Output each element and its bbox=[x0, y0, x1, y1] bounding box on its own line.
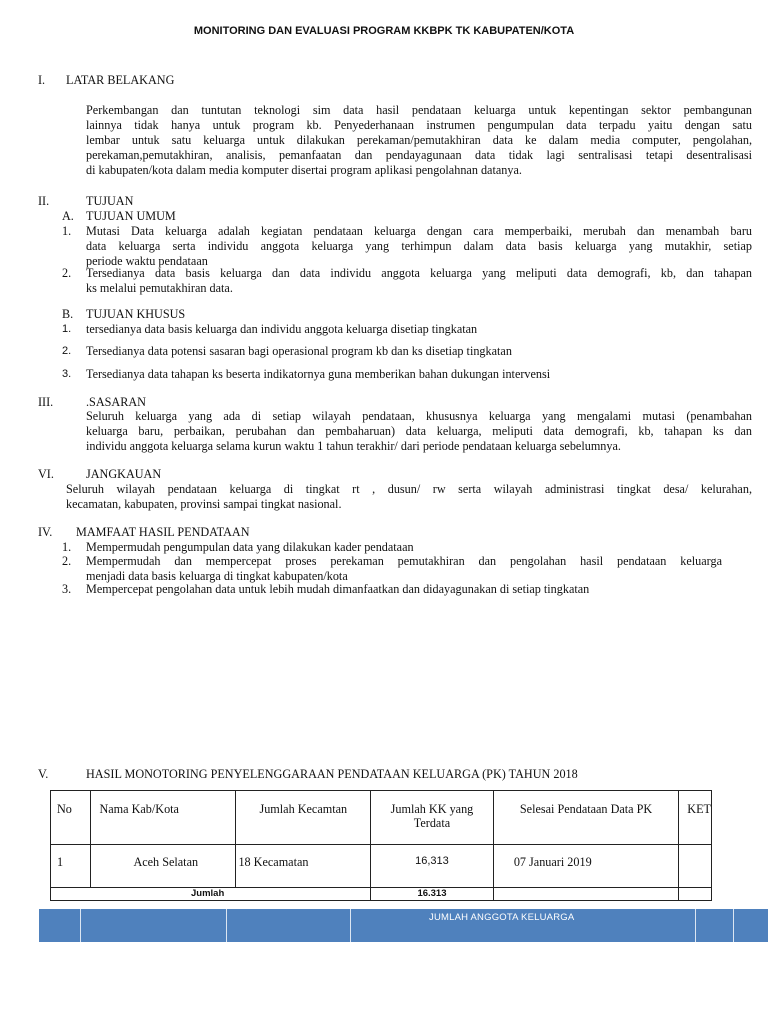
cell-selesai-pendataan: 07 Januari 2019 bbox=[493, 845, 678, 888]
list-item-number: 3. bbox=[62, 368, 72, 380]
section-4-paragraph bbox=[66, 482, 752, 512]
section-1-title: LATAR BELAKANG bbox=[66, 73, 175, 87]
total-value: 16.313 bbox=[371, 888, 494, 901]
header-no: No bbox=[51, 791, 91, 845]
subsection-a-title: TUJUAN UMUM bbox=[86, 209, 176, 223]
cell-nama-kab: Aceh Selatan bbox=[91, 845, 236, 888]
bar-cell bbox=[227, 909, 351, 942]
list-item-number: 1. bbox=[62, 323, 72, 335]
document-title: MONITORING DAN EVALUASI PROGRAM KKBPK TK KABUPATEN/KOTA bbox=[193, 25, 575, 37]
paragraph-line: lainnya tidak hanya untuk program kb. Penyederhanaan instrumen pengumpulan data terpadu yaitu dengan satu bbox=[86, 118, 752, 132]
tujuan-khusus-item-2: Tersedianya data potensi sasaran bagi operasional program kb dan ks disetiap tingkatan bbox=[86, 344, 512, 358]
tujuan-khusus-item-3: Tersedianya data tahapan ks beserta indikatornya guna memberikan bahan dukungan intervensi bbox=[86, 367, 551, 381]
header-nama-kab: Nama Kab/Kota bbox=[91, 791, 236, 845]
list-item-number: 2. bbox=[62, 554, 72, 568]
section-4-title: JANGKAUAN bbox=[86, 467, 162, 481]
paragraph-line: di kabupaten/kota dalam media komputer disertai program aplikasi pengolahnan datanya. bbox=[86, 163, 522, 177]
subsection-b-label: B. bbox=[62, 307, 74, 321]
section-6-title: HASIL MONOTORING PENYELENGGARAAN PENDATAAN KELUARGA (PK) TAHUN 2018 bbox=[86, 767, 578, 781]
list-item-number: 2. bbox=[62, 266, 72, 280]
section-1-number: I. bbox=[38, 73, 46, 87]
bar-cell bbox=[696, 909, 734, 942]
section-4-number: VI. bbox=[38, 467, 54, 481]
total-empty-cell bbox=[493, 888, 678, 901]
item-line: Mempermudah dan mempercepat proses perekaman pemutakhiran dan pengolahan hasil pendataan keluarga bbox=[86, 554, 722, 568]
tujuan-khusus-item-1: tersedianya data basis keluarga dan individu anggota keluarga disetiap tingkatan bbox=[86, 322, 478, 336]
jumlah-anggota-keluarga-header-bar bbox=[39, 909, 768, 942]
tujuan-umum-item-1 bbox=[86, 224, 752, 269]
section-2-number: II. bbox=[38, 194, 50, 208]
list-item-number: 1. bbox=[62, 224, 72, 238]
cell-jumlah-kecamatan: 18 Kecamatan bbox=[236, 845, 371, 888]
monitoring-table bbox=[50, 790, 712, 901]
header-jumlah-kk: Jumlah KK yang Terdata bbox=[371, 791, 494, 845]
header-jumlah-kecamatan: Jumlah Kecamtan bbox=[236, 791, 371, 845]
item-line: data keluarga serta individu anggota keluarga yang terhimpun dalam data basis keluarga yang mutakhir, setiap bbox=[86, 239, 752, 253]
item-line: ks melalui pemutakhiran data. bbox=[86, 281, 233, 295]
tujuan-umum-item-2 bbox=[86, 266, 752, 296]
manfaat-item-1: Mempermudah pengumpulan data yang dilakukan kader pendataan bbox=[86, 540, 414, 554]
section-3-number: III. bbox=[38, 395, 54, 409]
section-5-title: MAMFAAT HASIL PENDATAAN bbox=[76, 525, 250, 539]
list-item-number: 1. bbox=[62, 540, 72, 554]
cell-no: 1 bbox=[51, 845, 91, 888]
manfaat-item-3: Mempercepat pengolahan data untuk lebih mudah dimanfaatkan dan didayagunakan di setiap tingkatan bbox=[86, 582, 590, 596]
paragraph-line: perekaman,pemutakhiran, analisis, pemanfaatan dan pendayagunaan data tidak lagi sentralisasi tetapi desentralisasi bbox=[86, 148, 752, 162]
item-line: Tersedianya data basis keluarga dan data individu anggota keluarga yang meliputi data demografi, kb, dan tahapan bbox=[86, 266, 752, 280]
section-2-title: TUJUAN bbox=[86, 194, 134, 208]
bar-cell bbox=[734, 909, 768, 942]
paragraph-line: Perkembangan dan tuntutan teknologi sim data hasil pendataan keluarga untuk kepentingan sektor pembangunan bbox=[86, 103, 752, 117]
cell-ket bbox=[679, 845, 712, 888]
paragraph-line: keluarga baru, perbaikan, perubahan dan pembaharuan) data keluarga, meliputi data demografi, kb, tahapan ks dan bbox=[86, 424, 752, 438]
table-header-row bbox=[51, 791, 712, 845]
section-3-title: .SASARAN bbox=[86, 395, 146, 409]
paragraph-line: Seluruh wilayah pendataan keluarga di tingkat rt , dusun/ rw serta wilayah administrasi tingkat desa/ kelurahan, bbox=[66, 482, 752, 496]
header-selesai-pendataan: Selesai Pendataan Data PK bbox=[493, 791, 678, 845]
header-ket: KET bbox=[679, 791, 712, 845]
item-line: Mutasi Data keluarga adalah kegiatan pendataan keluarga dengan cara memperbaiki, merubah dan menambah baru bbox=[86, 224, 752, 238]
table-total-row bbox=[51, 888, 712, 901]
item-line: menjadi data basis keluarga di tingkat kabupaten/kota bbox=[86, 569, 348, 583]
section-5-number: IV. bbox=[38, 525, 53, 539]
list-item-number: 3. bbox=[62, 582, 72, 596]
paragraph-line: Seluruh keluarga yang ada di setiap wilayah pendataan, khususnya keluarga yang mengalami mutasi (penambahan bbox=[86, 409, 752, 423]
subsection-b-title: TUJUAN KHUSUS bbox=[86, 307, 186, 321]
section-3-paragraph bbox=[86, 409, 752, 454]
bar-cell bbox=[81, 909, 227, 942]
section-1-paragraph bbox=[86, 103, 752, 178]
table-row bbox=[51, 845, 712, 888]
total-label: Jumlah bbox=[51, 888, 371, 901]
item-line: periode waktu pendataan bbox=[86, 254, 208, 268]
list-item-number: 2. bbox=[62, 345, 72, 357]
paragraph-line: lembar untuk satu keluarga untuk dilakukan perekaman/pemutakhiran data ke dalam media computer, pengolahan, bbox=[86, 133, 752, 147]
total-empty-cell bbox=[679, 888, 712, 901]
cell-jumlah-kk: 16,313 bbox=[371, 845, 494, 888]
manfaat-item-2 bbox=[86, 554, 722, 584]
paragraph-line: individu anggota keluarga selama kurun waktu 1 tahun terakhir/ dari periode pendataan keluarga sebelumnya. bbox=[86, 439, 621, 453]
section-6-number: V. bbox=[38, 767, 49, 781]
bar-label: JUMLAH ANGGOTA KELUARGA bbox=[351, 909, 696, 942]
subsection-a-label: A. bbox=[62, 209, 74, 223]
bar-cell bbox=[39, 909, 81, 942]
paragraph-line: kecamatan, kabupaten, provinsi sampai tingkat nasional. bbox=[66, 497, 342, 511]
